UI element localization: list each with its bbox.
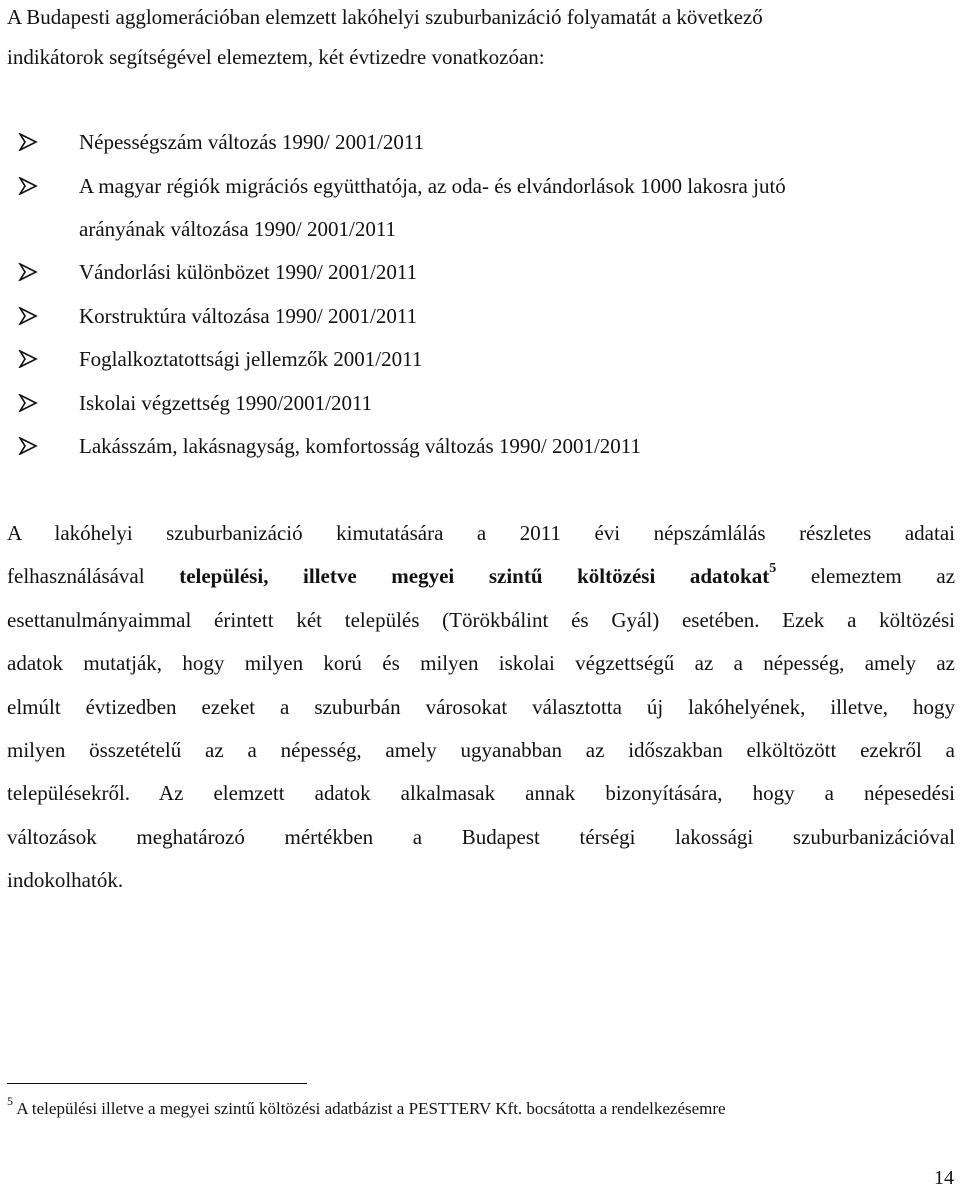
- arrow-bullet-icon: [18, 263, 38, 281]
- page-number: 14: [934, 1167, 954, 1189]
- intro-line-2: indikátorok segítségével elemeztem, két évtizedre vonatkozóan:: [7, 45, 545, 69]
- paragraph-text: felhasználásával: [7, 564, 145, 588]
- emphasis-span: települési, illetve megyei szintű költözési adatokat: [179, 564, 770, 588]
- emphasis-text: [179, 564, 776, 588]
- footnote-reference: 5: [769, 563, 777, 576]
- list-item-text: Iskolai végzettség 1990/2001/2011: [79, 391, 373, 415]
- list-item-text: Népességszám változás 1990/ 2001/2011: [79, 130, 425, 154]
- arrow-bullet-icon: [18, 394, 38, 412]
- paragraph-text: elemeztem az: [810, 564, 955, 588]
- paragraph-line: milyen összetételű az a népesség, amely ugyanabban az időszakban elköltözött ezekről a: [7, 738, 955, 762]
- paragraph-line: változások meghatározó mértékben a Budapest térségi lakossági szuburbanizációval: [7, 825, 955, 849]
- arrow-bullet-icon: [18, 437, 38, 455]
- paragraph-line: adatok mutatják, hogy milyen korú és milyen iskolai végzettségű az a népesség, amely az: [7, 651, 955, 675]
- paragraph-line: településekről. Az elemzett adatok alkalmasak annak bizonyítására, hogy a népesedési: [7, 781, 955, 805]
- paragraph-line: A lakóhelyi szuburbanizáció kimutatására a 2011 évi népszámlálás részletes adatai: [7, 521, 955, 545]
- footnote-text: A települési illetve a megyei szintű költözési adatbázist a PESTTERV Kft. bocsátotta a rendelkezésemre: [16, 1099, 726, 1118]
- arrow-bullet-icon: [18, 350, 38, 368]
- list-item-text: A magyar régiók migrációs együtthatója, az oda- és elvándorlások 1000 lakosra jutó: [79, 174, 786, 198]
- intro-line-1: A Budapesti agglomerációban elemzett lakóhelyi szuburbanizáció folyamatát a következő: [7, 5, 763, 29]
- paragraph-line: esettanulmányaimmal érintett két település (Törökbálint és Gyál) esetében. Ezek a költözési: [7, 608, 955, 632]
- footnote: [7, 1094, 726, 1120]
- footnote-divider: [7, 1083, 307, 1084]
- arrow-bullet-icon: [18, 177, 38, 195]
- paragraph-line: indokolhatók.: [7, 868, 124, 892]
- list-item-text: Vándorlási különbözet 1990/ 2001/2011: [79, 260, 418, 284]
- list-item-text: Korstruktúra változása 1990/ 2001/2011: [79, 304, 418, 328]
- arrow-bullet-icon: [18, 133, 38, 151]
- list-item-text: Lakásszám, lakásnagyság, komfortosság változás 1990/ 2001/2011: [79, 434, 642, 458]
- list-item-text: Foglalkoztatottsági jellemzők 2001/2011: [79, 347, 423, 371]
- list-item-continuation: arányának változása 1990/ 2001/2011: [79, 217, 397, 241]
- footnote-number: 5: [7, 1094, 13, 1109]
- paragraph-line: [7, 563, 955, 589]
- paragraph-line: elmúlt évtizedben ezeket a szuburbán városokat választotta új lakóhelyének, illetve, hogy: [7, 695, 955, 719]
- arrow-bullet-icon: [18, 307, 38, 325]
